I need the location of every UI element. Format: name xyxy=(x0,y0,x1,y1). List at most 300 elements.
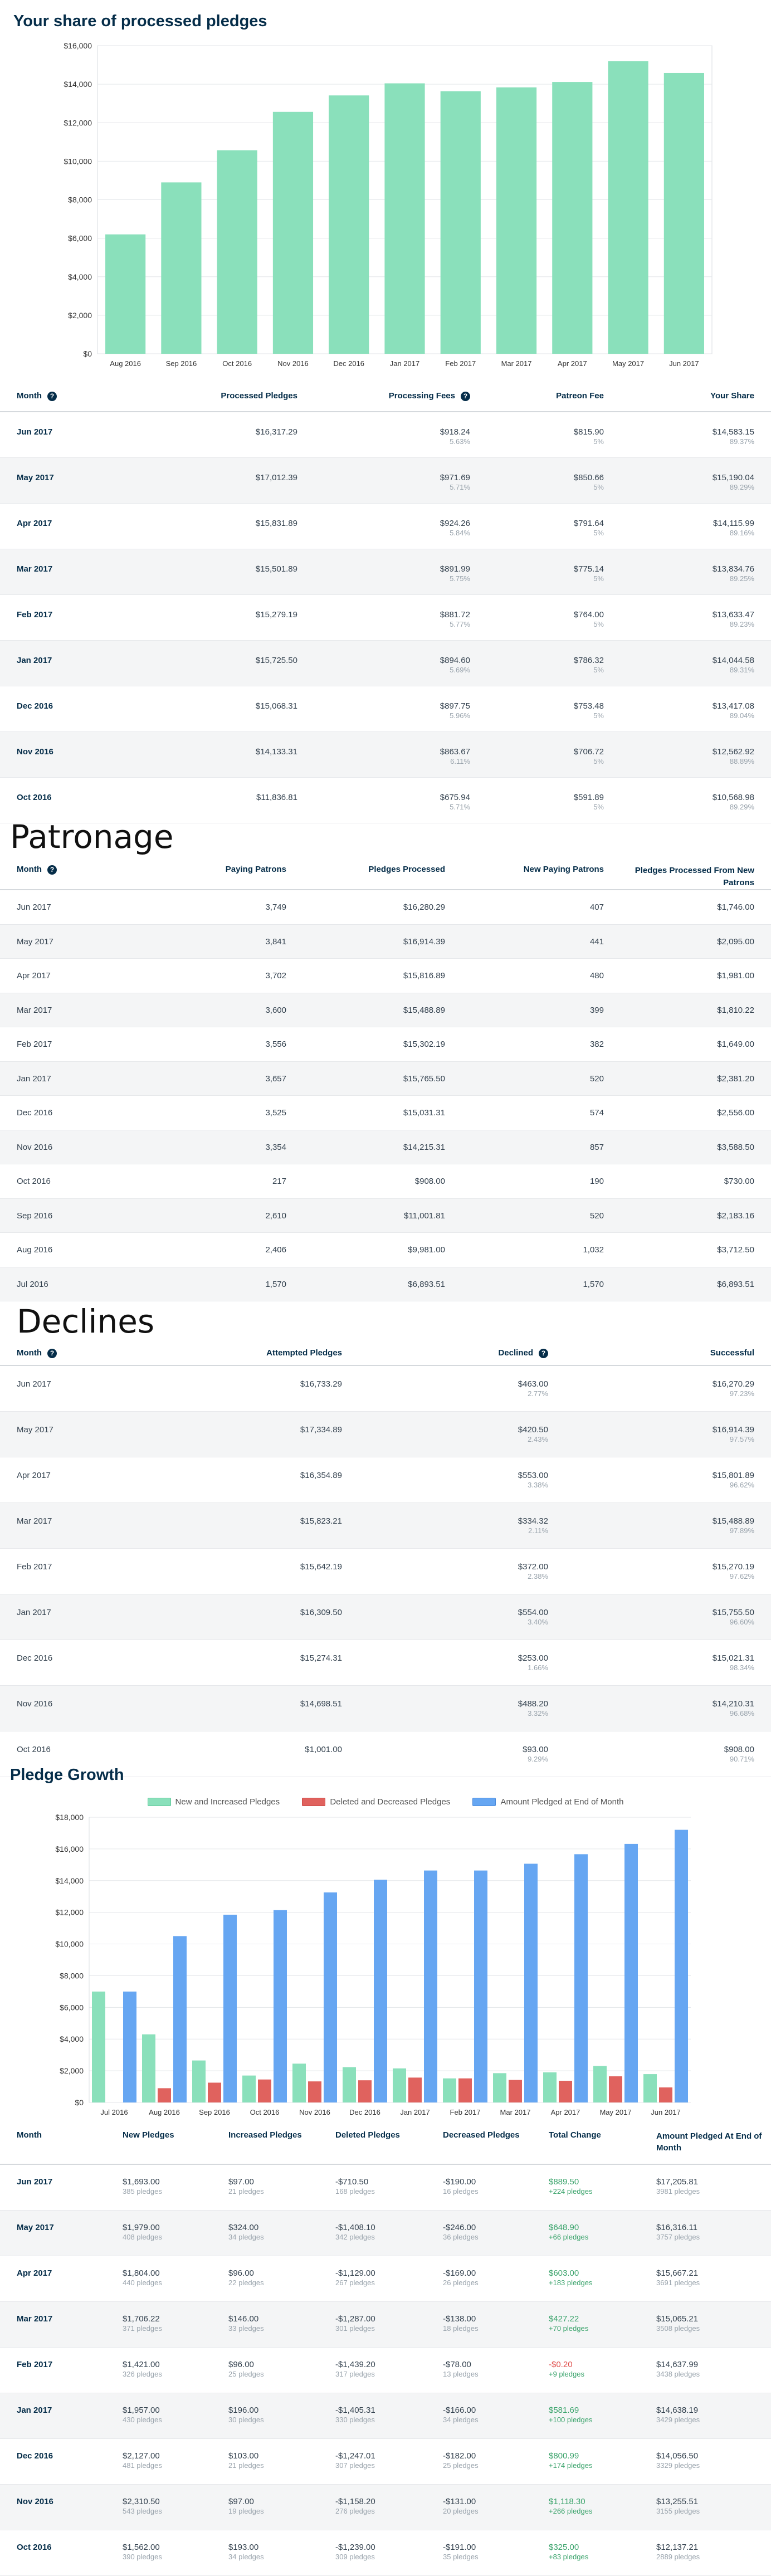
bar-apr-2017[interactable] xyxy=(552,82,592,354)
bar-amount-pledged[interactable] xyxy=(574,1854,588,2102)
pledges-processed-cell: $6,893.51 xyxy=(408,1279,445,1289)
bar-deleted-decreased[interactable] xyxy=(408,2077,422,2102)
processed-cell: $14,133.31 xyxy=(255,747,297,757)
fees-cell: $891.99 5.75% xyxy=(440,564,470,583)
decreased-pledges-cell: -$190.00 16 pledges xyxy=(443,2177,479,2196)
col-deleted-pledges: Deleted Pledges xyxy=(335,2130,400,2140)
col-month: Month ? xyxy=(17,1348,57,1358)
processed-cell: $15,831.89 xyxy=(255,519,297,528)
y-tick-label: $14,000 xyxy=(64,80,92,89)
increased-pledges-cell: $146.00 33 pledges xyxy=(228,2314,264,2333)
col-patreon-fee: Patreon Fee xyxy=(556,391,604,401)
col-month: Month ? xyxy=(17,391,57,401)
month-cell: Oct 2016 xyxy=(17,1177,51,1186)
new-paying-patrons-cell: 382 xyxy=(589,1040,604,1049)
table-row[interactable] xyxy=(0,1199,771,1233)
bar-new-increased[interactable] xyxy=(593,2066,607,2102)
y-tick-label: $6,000 xyxy=(68,233,92,243)
col-attempted-pledges: Attempted Pledges xyxy=(266,1348,342,1358)
table-row[interactable] xyxy=(0,1594,771,1640)
attempted-cell: $15,642.19 xyxy=(300,1562,342,1572)
pledges-processed-cell: $15,765.50 xyxy=(403,1074,445,1084)
table-row[interactable] xyxy=(0,504,771,549)
total-change-cell: $889.50 +224 pledges xyxy=(549,2177,593,2196)
table-row[interactable] xyxy=(0,1640,771,1686)
bar-amount-pledged[interactable] xyxy=(524,1863,538,2102)
col-paying-patrons: Paying Patrons xyxy=(225,865,286,874)
table-row[interactable] xyxy=(0,458,771,504)
total-change-cell: $800.99 +174 pledges xyxy=(549,2451,593,2470)
new-pledges-cell: $1,421.00 326 pledges xyxy=(123,2360,162,2378)
bar-deleted-decreased[interactable] xyxy=(609,2076,622,2102)
col-processing-fees: Processing Fees ? xyxy=(389,391,470,401)
new-patron-pledges-cell: $1,981.00 xyxy=(717,971,754,980)
x-tick-label: Sep 2016 xyxy=(199,2108,230,2116)
decreased-pledges-cell: -$191.00 35 pledges xyxy=(443,2543,479,2561)
decreased-pledges-cell: -$166.00 34 pledges xyxy=(443,2406,479,2424)
deleted-pledges-cell: -$1,158.20 276 pledges xyxy=(335,2497,375,2515)
table-row[interactable] xyxy=(0,2485,771,2530)
pledges-processed-cell: $14,215.31 xyxy=(403,1142,445,1152)
bar-amount-pledged[interactable] xyxy=(274,1910,287,2102)
bar-deleted-decreased[interactable] xyxy=(308,2081,321,2102)
share-title: Your share of processed pledges xyxy=(13,12,267,30)
col-declined: Declined ? xyxy=(498,1348,548,1358)
col-increased-pledges: Increased Pledges xyxy=(228,2130,302,2140)
month-cell: Feb 2017 xyxy=(17,1562,52,1572)
y-tick-label: $0 xyxy=(83,349,92,358)
new-patron-pledges-cell: $3,588.50 xyxy=(717,1142,754,1152)
paying-patrons-cell: 3,556 xyxy=(265,1040,286,1049)
x-tick-label: Jun 2017 xyxy=(651,2108,681,2116)
y-tick-label: $16,000 xyxy=(55,1844,84,1853)
month-cell: May 2017 xyxy=(17,936,53,947)
bar-amount-pledged[interactable] xyxy=(424,1871,437,2102)
x-tick-label: Jul 2016 xyxy=(100,2108,128,2116)
attempted-cell: $16,309.50 xyxy=(300,1608,342,1617)
total-change-cell: $1,118.30 +266 pledges xyxy=(549,2497,593,2515)
bar-amount-pledged[interactable] xyxy=(624,1844,638,2102)
month-cell: Dec 2016 xyxy=(17,1108,53,1118)
bar-sep-2016[interactable] xyxy=(161,182,201,354)
col-successful: Successful xyxy=(710,1348,754,1358)
table-row[interactable] xyxy=(0,732,771,778)
bar-deleted-decreased[interactable] xyxy=(208,2082,221,2102)
month-cell: Jan 2017 xyxy=(17,656,52,665)
fees-cell: $924.26 5.84% xyxy=(440,519,470,537)
bar-deleted-decreased[interactable] xyxy=(458,2079,472,2102)
pledges-processed-cell: $16,280.29 xyxy=(403,902,445,912)
successful-cell: $908.00 90.71% xyxy=(724,1745,754,1763)
x-tick-label: Aug 2016 xyxy=(149,2108,180,2116)
patreon-fee-cell: $815.90 5% xyxy=(573,427,604,446)
new-patron-pledges-cell: $2,556.00 xyxy=(717,1108,754,1118)
legend-new-increased[interactable]: New and Increased Pledges xyxy=(148,1797,280,1807)
share-cell: $14,583.15 89.37% xyxy=(712,427,754,446)
y-tick-label: $10,000 xyxy=(64,157,92,166)
table-row[interactable] xyxy=(0,1686,771,1731)
share-bar-chart xyxy=(0,39,771,373)
table-row[interactable] xyxy=(0,890,771,925)
paying-patrons-cell: 3,841 xyxy=(265,936,286,947)
y-tick-label: $12,000 xyxy=(55,1907,84,1917)
new-pledges-cell: $1,706.22 371 pledges xyxy=(123,2314,162,2333)
x-tick-label: May 2017 xyxy=(612,359,645,368)
bar-amount-pledged[interactable] xyxy=(173,1936,187,2102)
table-row[interactable] xyxy=(0,549,771,595)
table-row[interactable] xyxy=(0,925,771,959)
amount-end-month-cell: $15,667.21 3691 pledges xyxy=(656,2268,700,2287)
processed-cell: $15,068.31 xyxy=(255,701,297,711)
bar-new-increased[interactable] xyxy=(543,2072,557,2102)
processed-cell: $15,279.19 xyxy=(255,610,297,619)
table-row[interactable] xyxy=(0,1366,771,1412)
fees-cell: $897.75 5.96% xyxy=(440,701,470,720)
x-tick-label: Feb 2017 xyxy=(445,359,476,368)
bar-may-2017[interactable] xyxy=(608,61,648,354)
decreased-pledges-cell: -$78.00 13 pledges xyxy=(443,2360,479,2378)
bar-deleted-decreased[interactable] xyxy=(509,2080,522,2102)
bar-aug-2016[interactable] xyxy=(105,235,145,354)
patreon-fee-cell: $706.72 5% xyxy=(573,747,604,765)
patronage-title: Patronage xyxy=(10,818,174,856)
paying-patrons-cell: 3,702 xyxy=(265,971,286,980)
month-cell: Oct 2016 xyxy=(17,793,52,802)
share-chart xyxy=(0,39,771,373)
help-icon[interactable]: ? xyxy=(461,392,470,401)
table-row[interactable] xyxy=(0,1027,771,1062)
col-your-share: Your Share xyxy=(710,391,754,401)
decreased-pledges-cell: -$131.00 20 pledges xyxy=(443,2497,479,2515)
table-row[interactable] xyxy=(0,2393,771,2439)
month-cell: Mar 2017 xyxy=(17,1516,52,1526)
deleted-pledges-cell: -$1,439.20 317 pledges xyxy=(335,2360,375,2378)
help-icon[interactable]: ? xyxy=(539,1349,548,1358)
bar-deleted-decreased[interactable] xyxy=(358,2080,372,2102)
y-tick-label: $8,000 xyxy=(68,195,92,204)
legend-deleted-decreased[interactable]: Deleted and Decreased Pledges xyxy=(302,1797,450,1807)
new-paying-patrons-cell: 407 xyxy=(589,902,604,912)
y-tick-label: $8,000 xyxy=(60,1971,84,1980)
new-pledges-cell: $1,957.00 430 pledges xyxy=(123,2406,162,2424)
bar-new-increased[interactable] xyxy=(643,2074,657,2102)
amount-end-month-cell: $15,065.21 3508 pledges xyxy=(656,2314,700,2333)
x-tick-label: Mar 2017 xyxy=(501,359,532,368)
bar-amount-pledged[interactable] xyxy=(474,1871,487,2102)
table-row[interactable] xyxy=(0,2256,771,2302)
col-month: Month xyxy=(17,2130,42,2140)
fees-cell: $918.24 5.63% xyxy=(440,427,470,446)
processed-cell: $17,012.39 xyxy=(255,473,297,482)
decreased-pledges-cell: -$138.00 18 pledges xyxy=(443,2314,479,2333)
attempted-cell: $16,733.29 xyxy=(300,1379,342,1389)
month-cell: Aug 2016 xyxy=(17,1245,53,1255)
x-tick-label: Mar 2017 xyxy=(500,2108,531,2116)
table-row[interactable] xyxy=(0,1164,771,1199)
y-tick-label: $0 xyxy=(75,2098,84,2107)
amount-end-month-cell: $17,205.81 3981 pledges xyxy=(656,2177,700,2196)
attempted-cell: $14,698.51 xyxy=(300,1699,342,1709)
bar-amount-pledged[interactable] xyxy=(223,1915,237,2102)
pledges-processed-cell: $16,914.39 xyxy=(403,936,445,947)
declined-cell: $93.00 9.29% xyxy=(523,1745,548,1763)
paying-patrons-cell: 217 xyxy=(272,1177,286,1186)
deleted-pledges-cell: -$1,239.00 309 pledges xyxy=(335,2543,375,2561)
month-cell: Nov 2016 xyxy=(17,1699,53,1709)
table-row[interactable] xyxy=(0,1549,771,1594)
share-cell: $15,190.04 89.29% xyxy=(712,473,754,491)
declines-title: Declines xyxy=(17,1302,155,1340)
col-new-patron-pledges: Pledges Processed From New Patrons xyxy=(635,866,754,887)
month-cell: Apr 2017 xyxy=(17,1471,51,1480)
table-row[interactable] xyxy=(0,412,771,458)
new-patron-pledges-cell: $1,746.00 xyxy=(717,902,754,912)
attempted-cell: $15,274.31 xyxy=(300,1653,342,1663)
fees-cell: $881.72 5.77% xyxy=(440,610,470,628)
patreon-fee-cell: $764.00 5% xyxy=(573,610,604,628)
month-cell: May 2017 xyxy=(17,1425,53,1435)
decreased-pledges-cell: -$246.00 36 pledges xyxy=(443,2223,479,2241)
bar-amount-pledged[interactable] xyxy=(675,1830,688,2102)
share-cell: $14,044.58 89.31% xyxy=(712,656,754,674)
new-pledges-cell: $2,310.50 543 pledges xyxy=(123,2497,162,2515)
month-cell: Oct 2016 xyxy=(17,1745,51,1754)
new-patron-pledges-cell: $1,810.22 xyxy=(717,1005,754,1015)
table-row[interactable] xyxy=(0,2439,771,2485)
growth-legend xyxy=(0,1797,771,1807)
declined-cell: $463.00 2.77% xyxy=(518,1379,548,1398)
table-row[interactable] xyxy=(0,1130,771,1165)
patreon-fee-cell: $591.89 5% xyxy=(573,793,604,811)
new-paying-patrons-cell: 441 xyxy=(589,936,604,947)
month-cell: Sep 2016 xyxy=(17,1211,53,1221)
table-row[interactable] xyxy=(0,778,771,823)
x-tick-label: Nov 2016 xyxy=(299,2108,330,2116)
table-row[interactable] xyxy=(0,1457,771,1503)
new-patron-pledges-cell: $3,712.50 xyxy=(717,1245,754,1255)
increased-pledges-cell: $196.00 30 pledges xyxy=(228,2406,264,2424)
share-table-header xyxy=(0,379,771,412)
patreon-fee-cell: $791.64 5% xyxy=(573,519,604,537)
declines-table-header xyxy=(0,1341,771,1366)
table-row[interactable] xyxy=(0,1096,771,1130)
successful-cell: $15,270.19 97.62% xyxy=(712,1562,754,1580)
bar-nov-2016[interactable] xyxy=(273,112,313,354)
increased-pledges-cell: $96.00 22 pledges xyxy=(228,2268,264,2287)
total-change-cell: $325.00 +83 pledges xyxy=(549,2543,589,2561)
table-row[interactable] xyxy=(0,2348,771,2393)
bar-deleted-decreased[interactable] xyxy=(659,2087,672,2102)
table-row[interactable] xyxy=(0,2211,771,2256)
successful-cell: $15,488.89 97.89% xyxy=(712,1516,754,1535)
x-tick-label: Apr 2017 xyxy=(557,359,587,368)
table-row[interactable] xyxy=(0,959,771,993)
bar-jan-2017[interactable] xyxy=(384,84,424,354)
col-month: Month ? xyxy=(17,865,57,875)
share-cell: $13,834.76 89.25% xyxy=(712,564,754,583)
table-row[interactable] xyxy=(0,993,771,1028)
bar-new-increased[interactable] xyxy=(242,2076,256,2102)
pledges-processed-cell: $9,981.00 xyxy=(408,1245,445,1255)
bar-mar-2017[interactable] xyxy=(496,87,536,354)
new-pledges-cell: $1,804.00 440 pledges xyxy=(123,2268,162,2287)
successful-cell: $15,801.89 96.62% xyxy=(712,1471,754,1489)
bar-deleted-decreased[interactable] xyxy=(258,2080,271,2102)
new-patron-pledges-cell: $1,649.00 xyxy=(717,1040,754,1049)
table-row[interactable] xyxy=(0,1267,771,1302)
successful-cell: $15,755.50 96.60% xyxy=(712,1608,754,1626)
month-cell: Nov 2016 xyxy=(17,747,53,757)
new-patron-pledges-cell: $2,095.00 xyxy=(717,936,754,947)
y-tick-label: $6,000 xyxy=(60,2003,84,2012)
y-tick-label: $16,000 xyxy=(64,41,92,50)
attempted-cell: $15,823.21 xyxy=(300,1516,342,1526)
total-change-cell: -$0.20 +9 pledges xyxy=(549,2360,584,2378)
bar-new-increased[interactable] xyxy=(343,2067,356,2102)
y-tick-label: $2,000 xyxy=(60,2066,84,2076)
x-tick-label: Dec 2016 xyxy=(333,359,365,368)
month-cell: Feb 2017 xyxy=(17,1040,52,1049)
month-cell: Dec 2016 xyxy=(17,1653,53,1663)
month-cell: Nov 2016 xyxy=(17,2497,53,2506)
total-change-cell: $581.69 +100 pledges xyxy=(549,2406,593,2424)
paying-patrons-cell: 3,657 xyxy=(265,1074,286,1084)
pledges-processed-cell: $11,001.81 xyxy=(404,1211,445,1221)
bar-new-increased[interactable] xyxy=(393,2068,406,2102)
bar-feb-2017[interactable] xyxy=(441,91,481,354)
attempted-cell: $1,001.00 xyxy=(305,1745,342,1754)
growth-table-header xyxy=(0,2123,771,2165)
month-cell: Jun 2017 xyxy=(17,1379,51,1389)
month-cell: Jun 2017 xyxy=(17,427,53,437)
amount-end-month-cell: $14,056.50 3329 pledges xyxy=(656,2451,700,2470)
bar-jun-2017[interactable] xyxy=(664,73,704,354)
table-row[interactable] xyxy=(0,1412,771,1457)
new-pledges-cell: $1,562.00 390 pledges xyxy=(123,2543,162,2561)
amount-end-month-cell: $12,137.21 2889 pledges xyxy=(656,2543,700,2561)
new-patron-pledges-cell: $2,381.20 xyxy=(717,1074,754,1084)
bar-deleted-decreased[interactable] xyxy=(559,2081,572,2102)
growth-chart xyxy=(0,1811,771,2128)
declined-cell: $372.00 2.38% xyxy=(518,1562,548,1580)
table-row[interactable] xyxy=(0,595,771,641)
bar-new-increased[interactable] xyxy=(192,2061,206,2102)
amount-end-month-cell: $14,637.99 3438 pledges xyxy=(656,2360,700,2378)
col-new-paying-patrons: New Paying Patrons xyxy=(523,865,604,874)
successful-cell: $15,021.31 98.34% xyxy=(712,1653,754,1672)
fees-cell: $675.94 5.71% xyxy=(440,793,470,811)
bar-amount-pledged[interactable] xyxy=(123,1992,136,2102)
col-amount-end-month: Amount Pledged At End of Month xyxy=(656,2131,762,2153)
table-row[interactable] xyxy=(0,1062,771,1096)
y-tick-label: $2,000 xyxy=(68,310,92,320)
y-tick-label: $4,000 xyxy=(60,2035,84,2044)
month-cell: Nov 2016 xyxy=(17,1142,53,1152)
fees-cell: $863.67 6.11% xyxy=(440,747,470,765)
table-row[interactable] xyxy=(0,1503,771,1549)
month-cell: Jun 2017 xyxy=(17,902,51,912)
paying-patrons-cell: 3,525 xyxy=(265,1108,286,1118)
bar-new-increased[interactable] xyxy=(292,2063,306,2102)
bar-new-increased[interactable] xyxy=(142,2035,155,2102)
table-row[interactable] xyxy=(0,1233,771,1267)
help-icon[interactable]: ? xyxy=(47,1349,57,1358)
bar-deleted-decreased[interactable] xyxy=(158,2088,171,2102)
x-tick-label: Sep 2016 xyxy=(165,359,197,368)
successful-cell: $14,210.31 96.68% xyxy=(712,1699,754,1718)
growth-table xyxy=(0,2123,771,2576)
new-paying-patrons-cell: 190 xyxy=(589,1177,604,1186)
increased-pledges-cell: $193.00 34 pledges xyxy=(228,2543,264,2561)
y-tick-label: $14,000 xyxy=(55,1876,84,1885)
col-decreased-pledges: Decreased Pledges xyxy=(443,2130,520,2140)
fees-cell: $894.60 5.69% xyxy=(440,656,470,674)
table-row[interactable] xyxy=(0,2530,771,2576)
bar-amount-pledged[interactable] xyxy=(374,1880,387,2102)
paying-patrons-cell: 3,600 xyxy=(265,1005,286,1015)
bar-new-increased[interactable] xyxy=(92,1992,105,2102)
table-row[interactable] xyxy=(0,2302,771,2348)
fees-cell: $971.69 5.71% xyxy=(440,473,470,491)
processed-cell: $16,317.29 xyxy=(255,427,297,437)
deleted-pledges-cell: -$1,247.01 307 pledges xyxy=(335,2451,375,2470)
y-tick-label: $10,000 xyxy=(55,1939,84,1949)
legend-amount-pledged[interactable]: Amount Pledged at End of Month xyxy=(472,1797,623,1807)
bar-amount-pledged[interactable] xyxy=(324,1892,337,2102)
x-tick-label: Jan 2017 xyxy=(389,359,420,368)
total-change-cell: $648.90 +66 pledges xyxy=(549,2223,589,2241)
bar-new-increased[interactable] xyxy=(493,2073,506,2102)
x-tick-label: Feb 2017 xyxy=(450,2108,481,2116)
bar-oct-2016[interactable] xyxy=(217,150,257,354)
new-patron-pledges-cell: $730.00 xyxy=(724,1177,754,1186)
pledges-processed-cell: $15,488.89 xyxy=(403,1005,445,1015)
bar-new-increased[interactable] xyxy=(443,2079,456,2102)
declines-table xyxy=(0,1341,771,1777)
x-tick-label: Aug 2016 xyxy=(110,359,141,368)
col-total-change: Total Change xyxy=(549,2130,601,2140)
deleted-pledges-cell: -$710.50 168 pledges xyxy=(335,2177,375,2196)
new-paying-patrons-cell: 520 xyxy=(589,1211,604,1221)
patreon-fee-cell: $775.14 5% xyxy=(573,564,604,583)
paying-patrons-cell: 2,406 xyxy=(265,1245,286,1255)
x-tick-label: Jun 2017 xyxy=(669,359,699,368)
declined-cell: $554.00 3.40% xyxy=(518,1608,548,1626)
declined-cell: $553.00 3.38% xyxy=(518,1471,548,1489)
month-cell: Apr 2017 xyxy=(17,2268,52,2278)
new-paying-patrons-cell: 480 xyxy=(589,971,604,980)
month-cell: Mar 2017 xyxy=(17,1005,52,1015)
deleted-pledges-cell: -$1,129.00 267 pledges xyxy=(335,2268,375,2287)
table-row[interactable] xyxy=(0,2165,771,2211)
col-new-pledges: New Pledges xyxy=(123,2130,174,2140)
table-row[interactable] xyxy=(0,641,771,686)
bar-dec-2016[interactable] xyxy=(329,95,369,354)
col-processed-pledges: Processed Pledges xyxy=(221,391,297,401)
help-icon[interactable]: ? xyxy=(47,392,57,401)
table-row[interactable] xyxy=(0,686,771,732)
new-paying-patrons-cell: 399 xyxy=(589,1005,604,1015)
month-cell: Dec 2016 xyxy=(17,701,53,711)
share-cell: $10,568.98 89.29% xyxy=(712,793,754,811)
decreased-pledges-cell: -$182.00 25 pledges xyxy=(443,2451,479,2470)
help-icon[interactable]: ? xyxy=(47,865,57,875)
pledges-processed-cell: $908.00 xyxy=(414,1177,445,1186)
y-tick-label: $18,000 xyxy=(55,1813,84,1822)
month-cell: Jan 2017 xyxy=(17,2406,52,2415)
month-cell: Mar 2017 xyxy=(17,2314,53,2324)
month-cell: May 2017 xyxy=(17,2223,54,2232)
